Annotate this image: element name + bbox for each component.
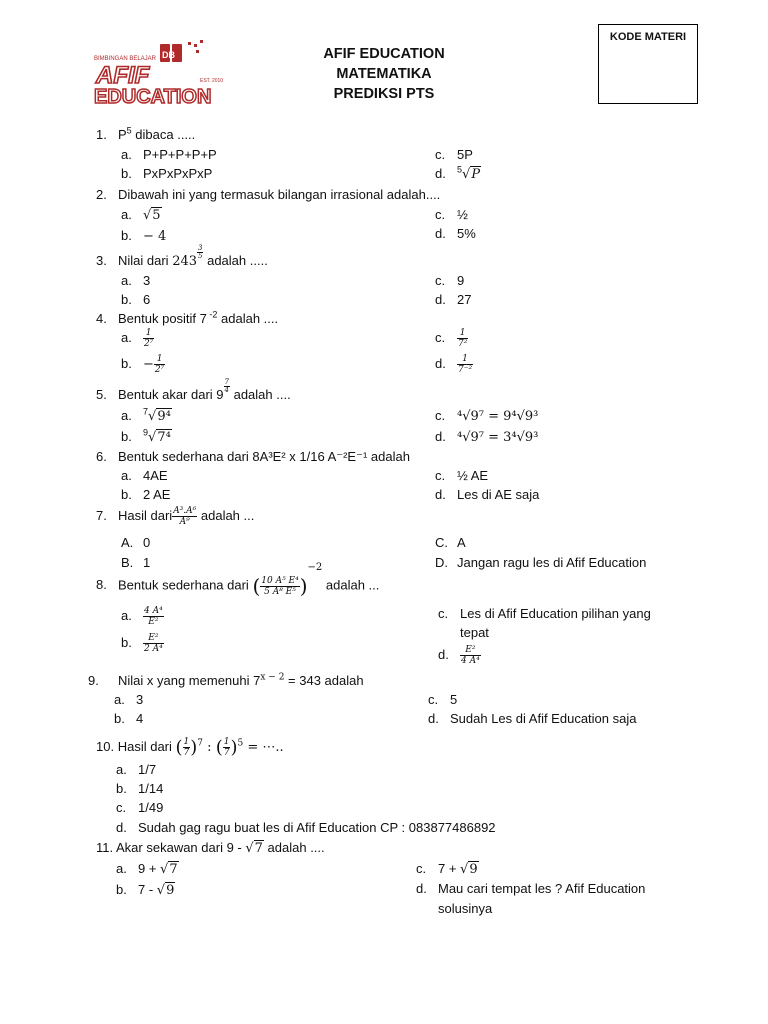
option-10a: a. 1/7 bbox=[116, 762, 157, 777]
question-10: 10. Hasil dari ( $\frac{1}{7}$ )$^7$ : ( $\frac{1}{7}$ )$^5$ = ⋯.. bbox=[96, 737, 284, 758]
option-3a: a. 3 bbox=[121, 273, 151, 288]
option-7d: D. Jangan ragu les di Afif Education bbox=[435, 555, 647, 570]
option-7c: C. A bbox=[435, 535, 466, 550]
option-5c: c. ⁴√9⁷ = 9⁴√9³ bbox=[435, 408, 539, 424]
option-5a: a. $^7$√9⁴ bbox=[121, 406, 171, 424]
question-4: 4. Bentuk positif 7 $^{-2}$ adalah .... bbox=[96, 309, 279, 326]
option-9c: c. 5 bbox=[428, 692, 458, 707]
option-1d: d. $^5$√P bbox=[435, 164, 481, 182]
header-line-1: AFIF EDUCATION bbox=[323, 46, 445, 62]
option-9a: a. 3 bbox=[114, 692, 144, 707]
option-5b: b. $^9$√7⁴ bbox=[121, 427, 171, 445]
question-3: 3. Nilai dari 243 $\frac{3}{5}$ adalah ..... bbox=[96, 244, 268, 269]
option-6b: b. 2 AE bbox=[121, 487, 171, 502]
option-2d: d. 5% bbox=[435, 226, 476, 241]
option-4d: d. $\frac{1}{\text{7⁻²}}$ bbox=[435, 354, 473, 375]
option-11b: b. 7 - √9 bbox=[116, 882, 175, 898]
logo-word-education: EDUCATION bbox=[94, 86, 212, 106]
option-8b: b. $\frac{\text{E²}}{\text{2 A⁴}}$ bbox=[121, 633, 163, 654]
option-11d-cont: solusinya bbox=[438, 901, 493, 916]
question-2: 2. Dibawah ini yang termasuk bilangan irrasional adalah.... bbox=[96, 187, 441, 202]
header-line-2: MATEMATIKA bbox=[336, 66, 432, 82]
option-1b: b. PxPxPxPxP bbox=[121, 166, 213, 181]
question-9: 9. Nilai x yang memenuhi $7^{x - 2} = 343$ adalah bbox=[88, 672, 364, 688]
question-1: 1. $P^5$ dibaca ..... bbox=[96, 125, 196, 142]
option-11a: a. 9 + √7 bbox=[116, 861, 178, 877]
afif-education-logo bbox=[92, 40, 232, 106]
kode-materi-label: KODE MATERI bbox=[609, 31, 687, 43]
logo-top-text: BIMBINGAN BELAJAR bbox=[94, 56, 157, 62]
option-4a: a. $\frac{1}{\text{2⁷}}$ bbox=[121, 328, 154, 349]
option-2b: b. − 4 bbox=[121, 228, 167, 244]
option-6d: d. Les di AE saja bbox=[435, 487, 540, 502]
option-9b: b. 4 bbox=[114, 711, 144, 726]
option-8c: c. Les di Afif Education pilihan yang bbox=[438, 606, 651, 621]
logo-est: EST. 2010 bbox=[200, 78, 224, 84]
logo-mark: DB bbox=[162, 50, 175, 60]
option-7a: A. 0 bbox=[121, 535, 151, 550]
option-8a: a. $\frac{\text{4 A⁴}}{\text{E²}}$ bbox=[121, 606, 163, 627]
question-11: 11. Akar sekawan dari 9 - √7 adalah .... bbox=[96, 840, 325, 856]
document-header bbox=[280, 44, 488, 104]
option-9d: d. Sudah Les di Afif Education saja bbox=[428, 711, 637, 726]
option-6c: c. ½ AE bbox=[435, 468, 489, 483]
header-line-3: PREDIKSI PTS bbox=[333, 86, 435, 102]
option-6a: a. 4AE bbox=[121, 468, 168, 483]
kode-materi-box bbox=[598, 24, 698, 104]
option-8c-cont: tepat bbox=[460, 625, 489, 640]
option-7b: B. 1 bbox=[121, 555, 151, 570]
option-2c: c. ½ bbox=[435, 207, 468, 222]
question-5: 5. Bentuk akar dari 9 $\frac{7}{4}$ adalah .... bbox=[96, 378, 291, 402]
option-1c: c. 5P bbox=[435, 147, 473, 162]
option-4b: b. − $\frac{1}{\text{2⁷}}$ bbox=[121, 354, 165, 375]
option-4c: c. $\frac{1}{\text{7²}}$ bbox=[435, 328, 468, 349]
question-6: 6. Bentuk sederhana dari 8A³E² x 1/16 A⁻²E⁻¹ adalah bbox=[96, 449, 410, 464]
question-7: 7. Hasil dari $\frac{\text{A³.A⁶}}{\text{A⁹}}$ adalah ... bbox=[96, 506, 255, 527]
option-2a: a. √5 bbox=[121, 207, 161, 223]
option-11c: c. 7 + √9 bbox=[416, 861, 478, 877]
option-10d: d. Sudah gag ragu buat les di Afif Education CP : 083877486892 bbox=[116, 820, 496, 835]
logo-graphic bbox=[92, 40, 232, 106]
question-8: 8. Bentuk sederhana dari ( $\frac{\text{10 A⁵ E⁴}}{\text{5 A⁸ E⁵}}$ )$^{-2}$ adalah ... bbox=[96, 562, 380, 598]
option-10c: c. 1/49 bbox=[116, 800, 164, 815]
option-8d: d. $\frac{\text{E²}}{\text{4 A⁴}}$ bbox=[438, 645, 480, 666]
option-3c: c. 9 bbox=[435, 273, 465, 288]
option-1a: a. P+P+P+P+P bbox=[121, 147, 217, 162]
option-5d: d. ⁴√9⁷ = 3⁴√9³ bbox=[435, 429, 539, 445]
option-10b: b. 1/14 bbox=[116, 781, 164, 796]
logo-word-afif: AFIF bbox=[96, 62, 150, 89]
option-3d: d. 27 bbox=[435, 292, 472, 307]
option-11d: d. Mau cari tempat les ? Afif Education bbox=[416, 881, 646, 896]
option-3b: b. 6 bbox=[121, 292, 151, 307]
